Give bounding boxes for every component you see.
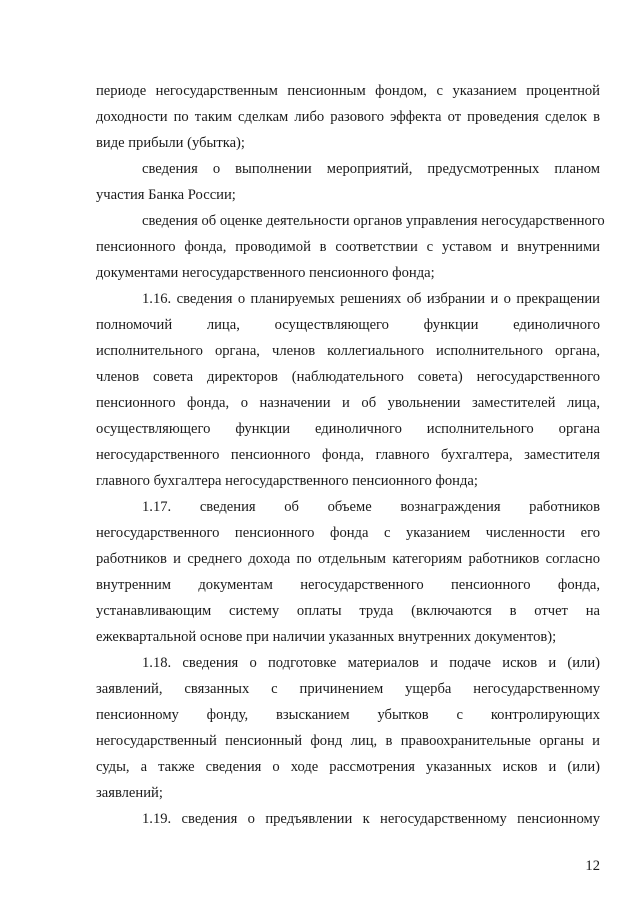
text-line: работников и среднего дохода по отдельным категориям работников согласно — [96, 551, 600, 567]
text-line: исполнительного органа, членов коллегиального исполнительного органа, — [96, 343, 600, 359]
text-line: членов совета директоров (наблюдательного совета) негосударственного — [96, 369, 600, 385]
text-line: периоде негосударственным пенсионным фондом, с указанием процентной — [96, 83, 600, 99]
text-line: заявлений; — [96, 785, 163, 801]
text-line: ежеквартальной основе при наличии указанных внутренних документов); — [96, 629, 557, 645]
text-line: сведения о выполнении мероприятий, предусмотренных планом — [142, 161, 600, 177]
text-line: пенсионного фонда, проводимой в соответствии с уставом и внутренними — [96, 239, 600, 255]
text-line: осуществляющего функции единоличного исполнительного органа — [96, 421, 600, 437]
text-line: документами негосударственного пенсионного фонда; — [96, 265, 435, 281]
text-line: устанавливающим систему оплаты труда (включаются в отчет на — [96, 603, 600, 619]
text-line: негосударственного пенсионного фонда с указанием численности его — [96, 525, 600, 541]
text-line: внутренним документам негосударственного пенсионного фонда, — [96, 577, 600, 593]
text-line: виде прибыли (убытка); — [96, 135, 245, 151]
text-line: 1.19. сведения о предъявлении к негосударственному пенсионному — [142, 811, 600, 827]
text-line: пенсионному фонду, взысканием убытков с контролирующих — [96, 707, 600, 723]
text-line: главного бухгалтера негосударственного пенсионного фонда; — [96, 473, 478, 489]
text-line: суды, а также сведения о ходе рассмотрения указанных исков и (или) — [96, 759, 600, 775]
text-line: доходности по таким сделкам либо разового эффекта от проведения сделок в — [96, 109, 600, 125]
text-line: 1.16. сведения о планируемых решениях об избрании и о прекращении — [142, 291, 600, 307]
text-line: негосударственный пенсионный фонд лиц, в правоохранительные органы и — [96, 733, 600, 749]
text-line: сведения об оценке деятельности органов управления негосударственного — [142, 213, 605, 229]
text-line: негосударственного пенсионного фонда, главного бухгалтера, заместителя — [96, 447, 600, 463]
page-number: 12 — [585, 858, 600, 874]
text-line: участия Банка России; — [96, 187, 236, 203]
text-line: 1.18. сведения о подготовке материалов и подаче исков и (или) — [142, 655, 600, 671]
text-line: полномочий лица, осуществляющего функции единоличного — [96, 317, 600, 333]
text-line: пенсионного фонда, о назначении и об увольнении заместителей лица, — [96, 395, 600, 411]
text-line: заявлений, связанных с причинением ущерба негосударственному — [96, 681, 600, 697]
text-line: 1.17. сведения об объеме вознаграждения работников — [142, 499, 600, 515]
